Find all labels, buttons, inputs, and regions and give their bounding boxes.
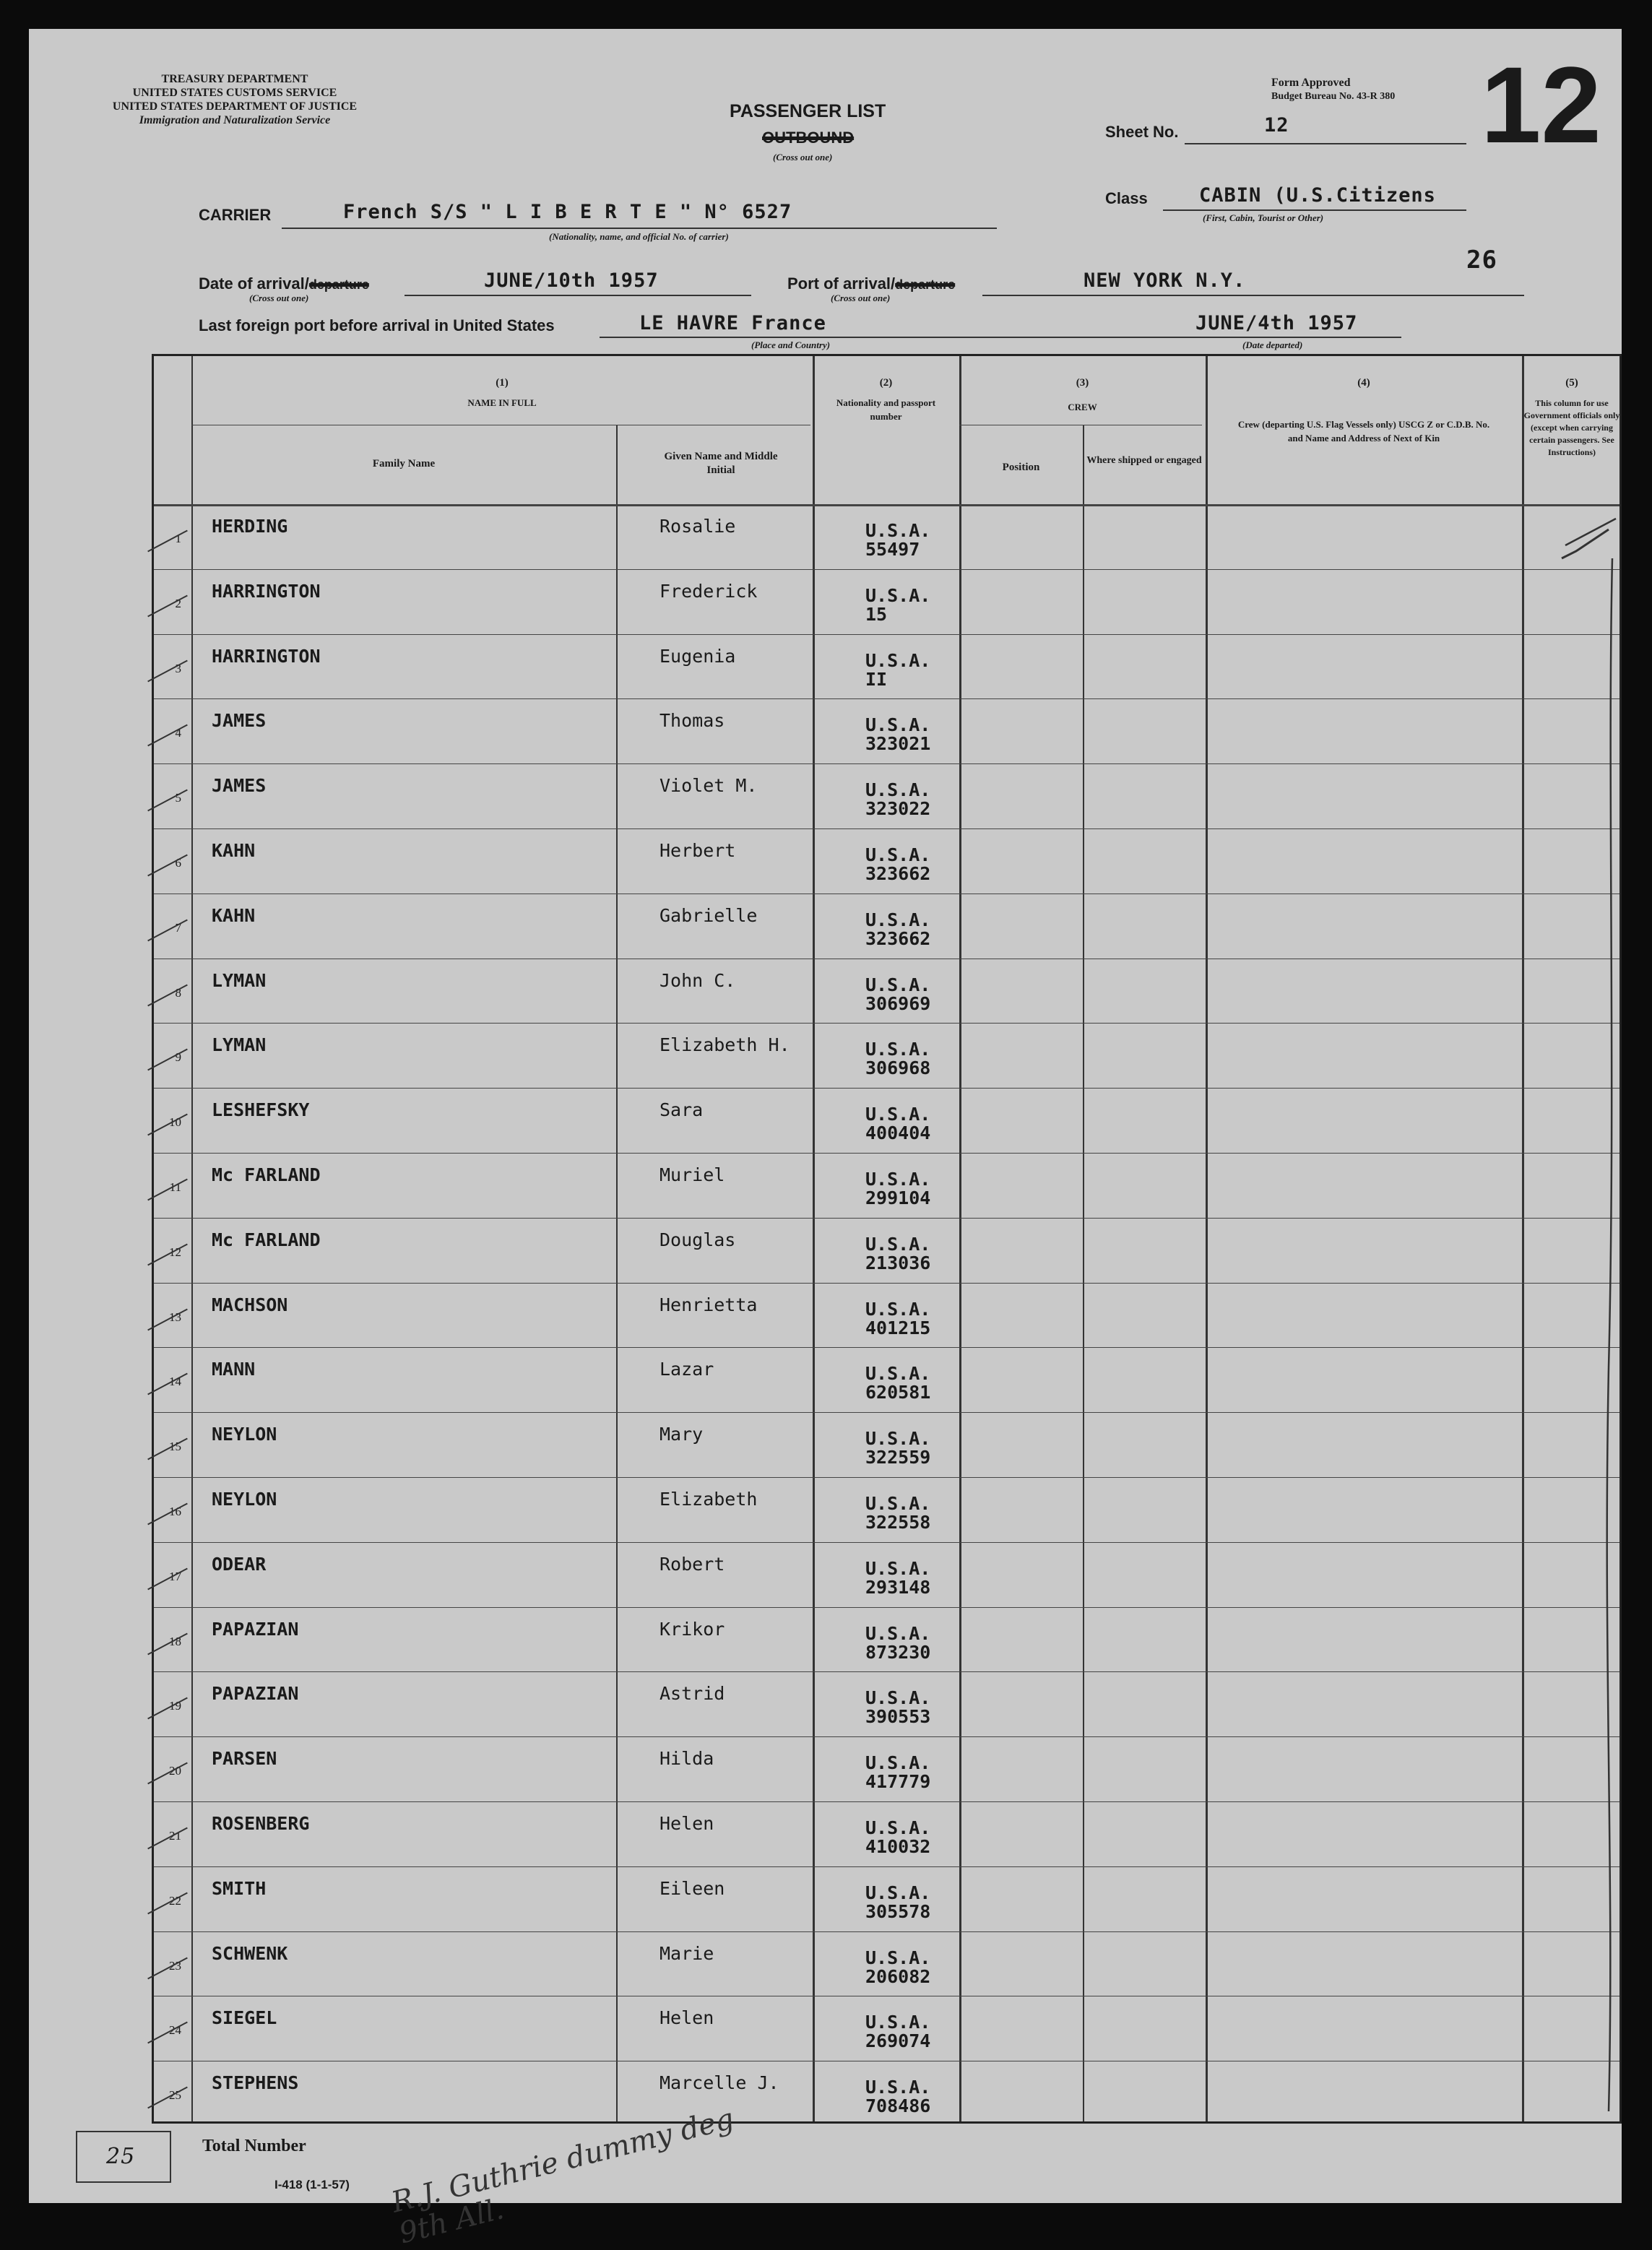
row-number: 16 (169, 1505, 181, 1518)
family-name: JAMES (212, 775, 267, 797)
nationality: U.S.A. (865, 1428, 931, 1450)
row-number: 25 (169, 2088, 181, 2103)
table-row (154, 1347, 1619, 1412)
family-name: HARRINGTON (212, 580, 321, 602)
row-number: 13 (169, 1310, 181, 1324)
agency-line: UNITED STATES DEPARTMENT OF JUSTICE (112, 100, 358, 113)
row-number: 10 (169, 1115, 181, 1130)
col1-title: NAME IN FULL (467, 397, 537, 408)
form-number: I-418 (1-1-57) (274, 2178, 350, 2191)
stamp-number: 26 (1466, 246, 1497, 274)
family-name: Mc FARLAND (212, 1229, 321, 1250)
col5-number: (5) (1565, 377, 1578, 389)
nationality-header: Nationality and passport number (836, 397, 936, 422)
table-row (154, 1996, 1619, 2061)
given-name: Eileen (659, 1877, 725, 1899)
passport-number: 410032 (865, 1836, 931, 1857)
family-name: Mc FARLAND (212, 1164, 321, 1185)
family-name: PAPAZIAN (212, 1618, 299, 1640)
col4-header (1206, 376, 1522, 445)
row-number: 4 (175, 726, 181, 740)
given-name: Elizabeth H. (659, 1034, 790, 1056)
carrier-value: French S/S " L I B E R T E " N° 6527 (343, 201, 792, 223)
govt-use-header: This column for use Government officials only (except when carrying certain passengers. See Instructions) (1523, 398, 1620, 457)
given-name: Muriel (659, 1164, 725, 1185)
row-number: 22 (169, 1893, 181, 1908)
nationality: U.S.A. (865, 2012, 931, 2033)
nationality: U.S.A. (865, 1817, 931, 1838)
family-name: JAMES (212, 710, 267, 732)
given-name: Herbert (659, 840, 736, 861)
class-value: CABIN (U.S.Citizens (1199, 184, 1436, 207)
table-row (154, 1412, 1619, 1477)
row-number: 15 (169, 1440, 181, 1454)
nationality: U.S.A. (865, 584, 931, 606)
given-name: Helen (659, 1813, 714, 1834)
col2-number: (2) (879, 377, 893, 389)
given-name: Sara (659, 1099, 704, 1121)
sheet-value: 12 (1264, 114, 1289, 137)
class-caption: (First, Cabin, Tourist or Other) (1203, 212, 1324, 223)
page-title: PASSENGER LIST (730, 101, 886, 121)
family-name: SMITH (212, 1877, 267, 1899)
passport-number: 322559 (865, 1447, 931, 1468)
table-row (154, 2061, 1619, 2126)
given-name: Elizabeth (659, 1489, 758, 1510)
struck-word: OUTBOUND (762, 129, 855, 147)
big-sheet-number: 12 (1481, 44, 1601, 165)
row-number: 19 (169, 1699, 181, 1713)
last-port-label: Last foreign port before arrival in United States (199, 316, 555, 334)
family-name: PAPAZIAN (212, 1683, 299, 1705)
passport-number: 306969 (865, 992, 931, 1014)
given-name: Krikor (659, 1618, 725, 1640)
table-row (154, 893, 1619, 959)
given-name: John C. (659, 969, 736, 991)
row-number: 3 (175, 661, 181, 675)
table-row (154, 1023, 1619, 1088)
passport-number: 269074 (865, 2030, 931, 2052)
given-name: Violet M. (659, 775, 758, 797)
port-label-text: Port of arrival/ (787, 274, 896, 293)
row-number: 14 (169, 1375, 181, 1389)
nationality: U.S.A. (865, 2077, 931, 2098)
family-name: HARRINGTON (212, 645, 321, 667)
class-label: Class (1105, 189, 1148, 207)
family-name: MACHSON (212, 1294, 288, 1315)
given-name: Douglas (659, 1229, 736, 1250)
nationality: U.S.A. (865, 520, 931, 541)
budget-bureau-number: Budget Bureau No. 43-R 380 (1271, 91, 1396, 102)
port-struck: departure (895, 277, 956, 292)
row-number: 2 (175, 596, 181, 610)
table-row (154, 1931, 1619, 1996)
passport-number: 873230 (865, 1641, 931, 1663)
nationality: U.S.A. (865, 1882, 931, 1903)
family-name: LYMAN (212, 1034, 267, 1056)
total-value: 25 (106, 2144, 136, 2169)
passport-number: 206082 (865, 1965, 931, 1987)
passport-number: 55497 (865, 539, 920, 560)
nationality: U.S.A. (865, 1039, 931, 1060)
table-row (154, 1801, 1619, 1866)
nationality: U.S.A. (865, 974, 931, 995)
row-number: 17 (169, 1569, 181, 1583)
row-number: 24 (169, 2023, 181, 2038)
sheet-label: Sheet No. (1105, 123, 1179, 141)
row-number: 7 (175, 920, 181, 935)
given-name: Mary (659, 1424, 704, 1445)
passport-number: 400404 (865, 1122, 931, 1144)
arrival-cross-caption: (Cross out one) (249, 293, 309, 303)
family-name: HERDING (212, 516, 288, 537)
agency-line: TREASURY DEPARTMENT (161, 73, 308, 85)
agency-block (83, 72, 386, 127)
row-number: 6 (175, 856, 181, 870)
nationality: U.S.A. (865, 1493, 931, 1514)
family-name: LYMAN (212, 969, 267, 991)
passport-number: 620581 (865, 1382, 931, 1403)
passport-number: 293148 (865, 1576, 931, 1598)
table-row (154, 1477, 1619, 1542)
row-number: 18 (169, 1634, 181, 1648)
row-number: 11 (169, 1180, 181, 1194)
passport-number: 213036 (865, 1252, 931, 1273)
last-port-value: LE HAVRE France (639, 312, 826, 334)
family-name: MANN (212, 1359, 256, 1380)
table-row (154, 763, 1619, 828)
carrier-label: CARRIER (199, 206, 272, 224)
arrival-label (199, 274, 369, 293)
passenger-list-sheet (29, 29, 1622, 2250)
row-number: 23 (169, 1958, 181, 1973)
departed-caption: (Date departed) (1242, 339, 1303, 350)
check-line-icon (1522, 501, 1623, 2126)
departed-value: JUNE/4th 1957 (1195, 312, 1358, 334)
row-number: 21 (169, 1829, 181, 1843)
family-name: ROSENBERG (212, 1813, 310, 1834)
given-name: Henrietta (659, 1294, 758, 1315)
carrier-caption: (Nationality, name, and official No. of carrier) (549, 231, 729, 242)
row-number: 12 (169, 1245, 181, 1259)
total-box (76, 2131, 171, 2183)
form-approved (1271, 76, 1395, 103)
nationality: U.S.A. (865, 779, 931, 801)
passport-number: 15 (865, 603, 888, 625)
given-name: Gabrielle (659, 904, 758, 926)
family-name: STEPHENS (212, 2072, 299, 2094)
table-row (154, 1218, 1619, 1283)
cross-out-caption: (Cross out one) (773, 152, 833, 163)
given-name: Marcelle J. (659, 2072, 779, 2094)
table-row (154, 698, 1619, 763)
col2-header (813, 376, 959, 423)
nationality: U.S.A. (865, 1169, 931, 1190)
port-label (787, 274, 955, 293)
family-name: KAHN (212, 840, 256, 861)
port-value: NEW YORK N.Y. (1084, 269, 1246, 292)
given-name-header: Given Name and Middle Initial (664, 451, 778, 476)
passport-number: 401215 (865, 1317, 931, 1338)
family-name: SCHWENK (212, 1942, 288, 1964)
given-name: Robert (659, 1553, 725, 1575)
arrival-date-value: JUNE/10th 1957 (484, 269, 659, 292)
table-row (154, 1607, 1619, 1672)
passport-number: 299104 (865, 1187, 931, 1208)
nationality: U.S.A. (865, 1687, 931, 1709)
col4-number: (4) (1357, 377, 1370, 389)
family-name: NEYLON (212, 1424, 277, 1445)
nationality: U.S.A. (865, 1557, 931, 1579)
table-row (154, 1153, 1619, 1218)
table-row (154, 634, 1619, 699)
row-number: 1 (175, 532, 181, 545)
given-name: Lazar (659, 1359, 714, 1380)
form-approved-label: Form Approved (1271, 77, 1351, 89)
position-header: Position (1002, 462, 1040, 473)
handwritten-signature: R.J. Guthrie dummy deg 9th All. (388, 2102, 738, 2250)
where-shipped-header: Where shipped or engaged (1086, 455, 1202, 466)
given-name: Hilda (659, 1748, 714, 1770)
table-row (154, 1542, 1619, 1607)
table-row (154, 569, 1619, 634)
nationality: U.S.A. (865, 844, 931, 865)
row-number: 5 (175, 791, 181, 805)
col1-header (191, 376, 813, 410)
passport-number: 417779 (865, 1771, 931, 1793)
passport-number: II (865, 668, 888, 690)
nationality: U.S.A. (865, 649, 931, 671)
given-name: Eugenia (659, 645, 736, 667)
row-number: 8 (175, 985, 181, 1000)
given-name: Marie (659, 1942, 714, 1964)
arrival-struck: departure (308, 277, 369, 292)
table-row (154, 1088, 1619, 1153)
col3-header (959, 376, 1206, 414)
nationality: U.S.A. (865, 1363, 931, 1385)
row-number: 20 (169, 1764, 181, 1778)
family-name: PARSEN (212, 1748, 277, 1770)
given-name: Frederick (659, 580, 758, 602)
passenger-table (152, 354, 1622, 2124)
nationality: U.S.A. (865, 1298, 931, 1320)
family-name: NEYLON (212, 1489, 277, 1510)
table-row (154, 828, 1619, 893)
given-name: Helen (659, 2007, 714, 2029)
table-row (154, 1671, 1619, 1736)
nationality: U.S.A. (865, 714, 931, 736)
passport-number: 323021 (865, 733, 931, 755)
last-port-caption: (Place and Country) (751, 339, 831, 350)
arrival-label-text: Date of arrival/ (199, 274, 309, 293)
table-row (154, 1736, 1619, 1801)
passport-number: 323662 (865, 863, 931, 884)
col5-header (1522, 376, 1622, 459)
family-name: ODEAR (212, 1553, 267, 1575)
given-name: Astrid (659, 1683, 725, 1705)
agency-line: UNITED STATES CUSTOMS SERVICE (132, 87, 337, 99)
passport-number: 306968 (865, 1057, 931, 1079)
nationality: U.S.A. (865, 1947, 931, 1968)
table-row (154, 1866, 1619, 1931)
passport-number: 708486 (865, 2095, 931, 2117)
nationality: U.S.A. (865, 909, 931, 930)
family-name-header: Family Name (372, 458, 436, 470)
passport-number: 390553 (865, 1706, 931, 1728)
table-row (154, 1283, 1619, 1348)
given-name: Rosalie (659, 516, 736, 537)
agency-line: Immigration and Naturalization Service (139, 114, 331, 126)
passport-number: 323662 (865, 927, 931, 949)
passport-number: 323022 (865, 798, 931, 820)
family-name: SIEGEL (212, 2007, 277, 2029)
nationality: U.S.A. (865, 1752, 931, 1774)
total-label: Total Number (202, 2137, 306, 2155)
given-name: Thomas (659, 710, 725, 732)
table-row (154, 959, 1619, 1024)
row-number: 9 (175, 1050, 181, 1065)
nationality: U.S.A. (865, 1622, 931, 1644)
family-name: KAHN (212, 904, 256, 926)
port-cross-caption: (Cross out one) (831, 293, 891, 303)
passport-number: 322558 (865, 1512, 931, 1533)
family-name: LESHEFSKY (212, 1099, 310, 1121)
col1-number: (1) (496, 377, 509, 389)
passport-number: 305578 (865, 1900, 931, 1922)
crew-header: CREW (1068, 402, 1097, 412)
nationality: U.S.A. (865, 1104, 931, 1125)
table-row (154, 504, 1619, 569)
nationality: U.S.A. (865, 1233, 931, 1255)
col3-number: (3) (1076, 377, 1089, 389)
crew-next-of-kin-header: Crew (departing U.S. Flag Vessels only) USCG Z or C.D.B. No. and Name and Address of Next of Kin (1237, 419, 1490, 443)
